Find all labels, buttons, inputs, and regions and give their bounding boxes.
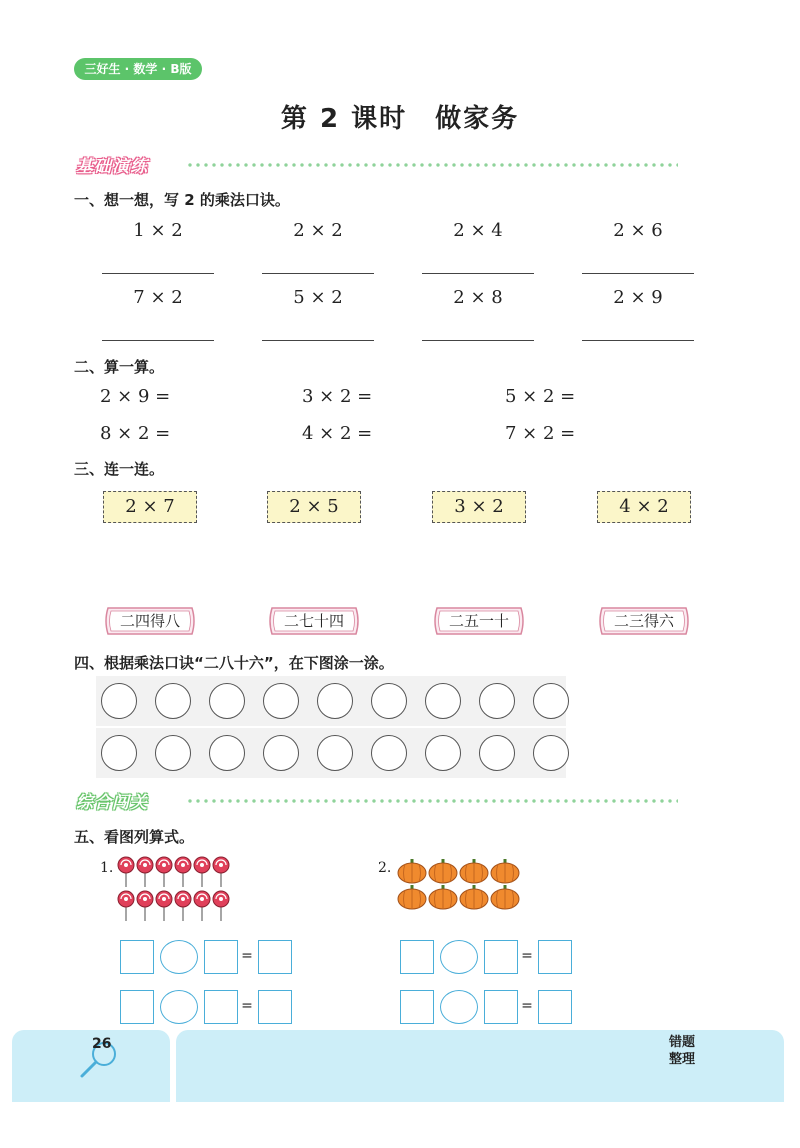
paint-circle[interactable] <box>371 735 407 771</box>
section-banner-basic <box>74 150 678 180</box>
match-rhyme-scroll[interactable] <box>102 604 198 638</box>
section-label: 综合闯关 <box>76 793 148 813</box>
expression: 7 × 2 <box>133 287 183 308</box>
operator-circle[interactable] <box>160 940 198 974</box>
calc-item[interactable]: 2 × 9 = <box>100 386 171 407</box>
paint-circle[interactable] <box>263 735 299 771</box>
item-number: 1. <box>100 860 114 876</box>
calc-item[interactable]: 5 × 2 = <box>505 386 576 407</box>
lollipop-icon <box>174 890 192 926</box>
pumpkin-icon <box>428 884 458 914</box>
equals-sign: = <box>241 948 253 964</box>
operator-circle[interactable] <box>160 990 198 1024</box>
paint-circle[interactable] <box>533 683 569 719</box>
page-number: 26 <box>92 1036 112 1052</box>
lollipop-icon <box>155 856 173 892</box>
answer-box[interactable] <box>120 940 154 974</box>
paint-circle[interactable] <box>479 683 515 719</box>
lollipop-icon <box>117 890 135 926</box>
answer-line[interactable] <box>582 273 694 274</box>
answer-box[interactable] <box>484 940 518 974</box>
match-expression-box[interactable]: 3 × 2 <box>432 491 526 523</box>
answer-line[interactable] <box>262 340 374 341</box>
answer-line[interactable] <box>262 273 374 274</box>
rhyme-label: 二七十四 <box>283 612 344 630</box>
expression: 2 × 2 <box>293 220 343 241</box>
paint-circle[interactable] <box>317 683 353 719</box>
answer-box[interactable] <box>400 990 434 1024</box>
item-number: 2. <box>378 860 392 876</box>
expression: 5 × 2 <box>293 287 343 308</box>
paint-circle[interactable] <box>209 683 245 719</box>
paint-circle[interactable] <box>371 683 407 719</box>
paint-circle[interactable] <box>263 683 299 719</box>
label-line: 错题 <box>668 1035 695 1050</box>
match-expression-box[interactable]: 2 × 5 <box>267 491 361 523</box>
lollipop-icon <box>212 890 230 926</box>
lollipop-icon <box>136 890 154 926</box>
answer-box[interactable] <box>120 990 154 1024</box>
section-banner-comprehensive <box>74 786 678 816</box>
answer-box[interactable] <box>538 940 572 974</box>
operator-circle[interactable] <box>440 990 478 1024</box>
expression: 1 × 2 <box>133 220 183 241</box>
page-title: 第 2 课时 做家务 <box>280 104 520 134</box>
question-5-heading: 五、看图列算式。 <box>74 828 195 846</box>
pumpkin-icon <box>490 884 520 914</box>
operator-circle[interactable] <box>440 940 478 974</box>
rhyme-label: 二三得六 <box>613 612 674 630</box>
paint-circle[interactable] <box>479 735 515 771</box>
equals-sign: = <box>241 998 253 1014</box>
answer-line[interactable] <box>582 340 694 341</box>
paint-circle[interactable] <box>155 683 191 719</box>
section-label: 基础演练 <box>76 157 148 177</box>
answer-box[interactable] <box>204 940 238 974</box>
match-expression-box[interactable]: 2 × 7 <box>103 491 197 523</box>
answer-box[interactable] <box>400 940 434 974</box>
paint-circle[interactable] <box>533 735 569 771</box>
paint-circle[interactable] <box>425 735 461 771</box>
pumpkin-icon <box>459 884 489 914</box>
label-line: 整理 <box>668 1052 695 1067</box>
question-4-heading: 四、根据乘法口诀“二八十六”，在下图涂一涂。 <box>74 654 394 672</box>
paint-circle[interactable] <box>425 683 461 719</box>
paint-circle[interactable] <box>209 735 245 771</box>
series-badge: 三好生 · 数学 · B版 <box>74 58 202 80</box>
expression: 2 × 6 <box>613 220 663 241</box>
question-1-heading: 一、想一想，写 2 的乘法口诀。 <box>74 191 290 209</box>
answer-line[interactable] <box>102 340 214 341</box>
match-rhyme-scroll[interactable] <box>431 604 527 638</box>
rhyme-label: 二五一十 <box>448 612 509 630</box>
equals-sign: = <box>521 998 533 1014</box>
lollipop-icon <box>136 856 154 892</box>
paint-circle[interactable] <box>317 735 353 771</box>
rhyme-label: 二四得八 <box>119 612 180 630</box>
calc-item[interactable]: 3 × 2 = <box>302 386 373 407</box>
lollipop-icon <box>155 890 173 926</box>
calc-item[interactable]: 7 × 2 = <box>505 423 576 444</box>
equals-sign: = <box>521 948 533 964</box>
paint-circle[interactable] <box>155 735 191 771</box>
expression: 2 × 9 <box>613 287 663 308</box>
answer-line[interactable] <box>422 273 534 274</box>
pumpkin-icon <box>397 884 427 914</box>
answer-box[interactable] <box>204 990 238 1024</box>
question-3-heading: 三、连一连。 <box>74 460 165 478</box>
paint-circle[interactable] <box>101 735 137 771</box>
expression: 2 × 4 <box>453 220 503 241</box>
dotted-divider <box>186 163 678 167</box>
match-rhyme-scroll[interactable] <box>596 604 692 638</box>
calc-item[interactable]: 8 × 2 = <box>100 423 171 444</box>
lollipop-icon <box>193 856 211 892</box>
answer-box[interactable] <box>538 990 572 1024</box>
dotted-divider <box>186 799 678 803</box>
answer-line[interactable] <box>102 273 214 274</box>
answer-box[interactable] <box>484 990 518 1024</box>
paint-circle[interactable] <box>101 683 137 719</box>
match-rhyme-scroll[interactable] <box>266 604 362 638</box>
answer-box[interactable] <box>258 990 292 1024</box>
answer-line[interactable] <box>422 340 534 341</box>
error-review-label <box>662 1034 702 1068</box>
lollipop-icon <box>174 856 192 892</box>
lollipop-icon <box>212 856 230 892</box>
expression: 2 × 8 <box>453 287 503 308</box>
lollipop-icon <box>193 890 211 926</box>
answer-box[interactable] <box>258 940 292 974</box>
match-expression-box[interactable]: 4 × 2 <box>597 491 691 523</box>
calc-item[interactable]: 4 × 2 = <box>302 423 373 444</box>
question-2-heading: 二、算一算。 <box>74 358 165 376</box>
lollipop-icon <box>117 856 135 892</box>
